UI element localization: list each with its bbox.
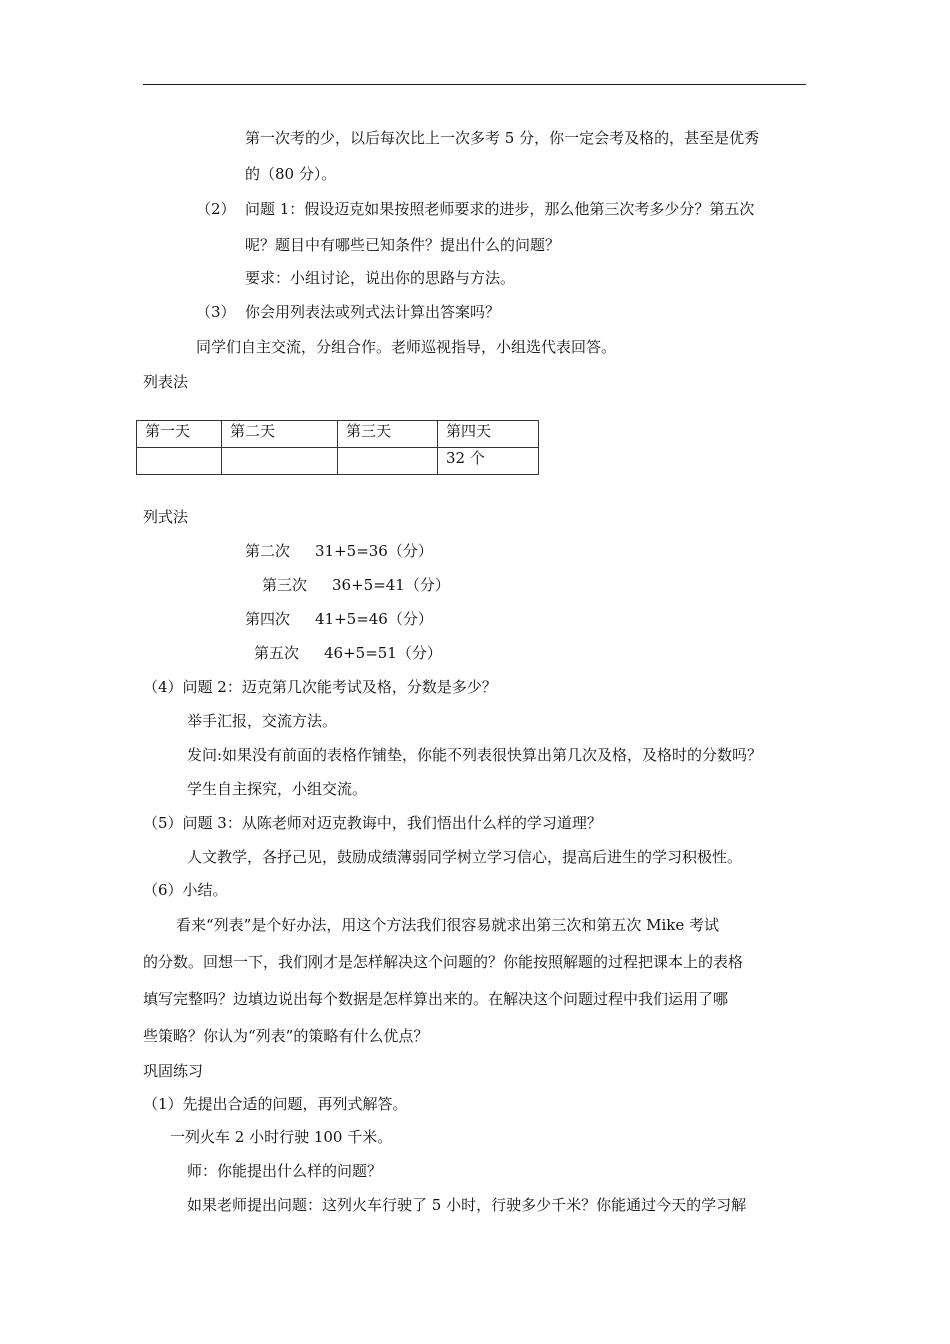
step3-line-2: 同学们自主交流，分组合作。老师巡视指导，小组选代表回答。 [196,338,617,356]
intro-line-1: 第一次考的少，以后每次比上一次多考 5 分，你一定会考及格的，甚至是优秀 [245,129,760,147]
practice-heading: 巩固练习 [143,1062,204,1080]
step4-line-4: 学生自主探究，小组交流。 [187,780,368,798]
step4-line-3: 发问:如果没有前面的表格作铺垫，你能不列表很快算出第几次及格，及格时的分数吗？ [187,746,763,764]
step6-line-2: 看来“列表”是个好办法，用这个方法我们很容易就求出第三次和第五次 Mike 考试 [176,916,719,934]
table-header-cell: 第一天 [137,421,222,448]
step6-line-4: 填写完整吗？边填边说出每个数据是怎样算出来的。在解决这个问题过程中我们运用了哪 [143,990,729,1008]
step6-line-3: 的分数。回想一下，我们刚才是怎样解决这个问题的？你能按照解题的过程把课本上的表格 [143,953,744,971]
table-header-row [137,421,539,448]
step2-number: （2） [196,200,236,218]
intro-line-2: 的（80 分）。 [245,165,337,183]
practice-line-3: 师：你能提出什么样的问题？ [187,1162,383,1180]
formula-label: 第五次 [254,644,300,662]
step4-line-1: （4）问题 2：迈克第几次能考试及格，分数是多少？ [143,678,497,696]
formula-expression: 41+5=46（分） [315,610,433,628]
header-rule [143,84,806,85]
list-method-table [136,420,539,475]
step5-line-1: （5）问题 3：从陈老师对迈克教诲中，我们悟出什么样的学习道理？ [143,814,602,832]
formula-method-heading: 列式法 [143,508,189,526]
formula-label: 第四次 [245,610,291,628]
table-cell [222,448,338,475]
formula-label: 第二次 [245,542,291,560]
formula-expression: 46+5=51（分） [324,644,442,662]
table-cell [338,448,438,475]
list-method-heading: 列表法 [143,373,189,391]
step2-line-3: 要求：小组讨论，说出你的思路与方法。 [245,269,516,287]
table-cell: 32 个 [438,448,539,475]
table-row [137,448,539,475]
step5-line-2: 人文教学，各抒己见，鼓励成绩薄弱同学树立学习信心，提高后进生的学习积极性。 [187,848,743,866]
step6-line-5: 些策略？你认为“列表”的策略有什么优点？ [143,1027,429,1045]
formula-expression: 36+5=41（分） [332,576,450,594]
practice-line-2: 一列火车 2 小时行驶 100 千米。 [170,1128,393,1146]
step2-line-2: 呢？题目中有哪些已知条件？提出什么的问题？ [245,236,561,254]
table-cell [137,448,222,475]
formula-expression: 31+5=36（分） [315,542,433,560]
step6-line-1: （6）小结。 [143,881,228,899]
practice-line-4: 如果老师提出问题：这列火车行驶了 5 小时，行驶多少千米？你能通过今天的学习解 [187,1196,747,1214]
step3-line-1: 你会用列表法或列式法计算出答案吗？ [245,303,501,321]
table-header-cell: 第二天 [222,421,338,448]
step4-line-2: 举手汇报，交流方法。 [187,712,338,730]
step3-number: （3） [196,303,236,321]
practice-line-1: （1）先提出合适的问题，再列式解答。 [143,1095,408,1113]
table-header-cell: 第四天 [438,421,539,448]
table-header-cell: 第三天 [338,421,438,448]
formula-label: 第三次 [262,576,308,594]
step2-line-1: 问题 1：假设迈克如果按照老师要求的进步，那么他第三次考多少分？第五次 [245,200,755,218]
